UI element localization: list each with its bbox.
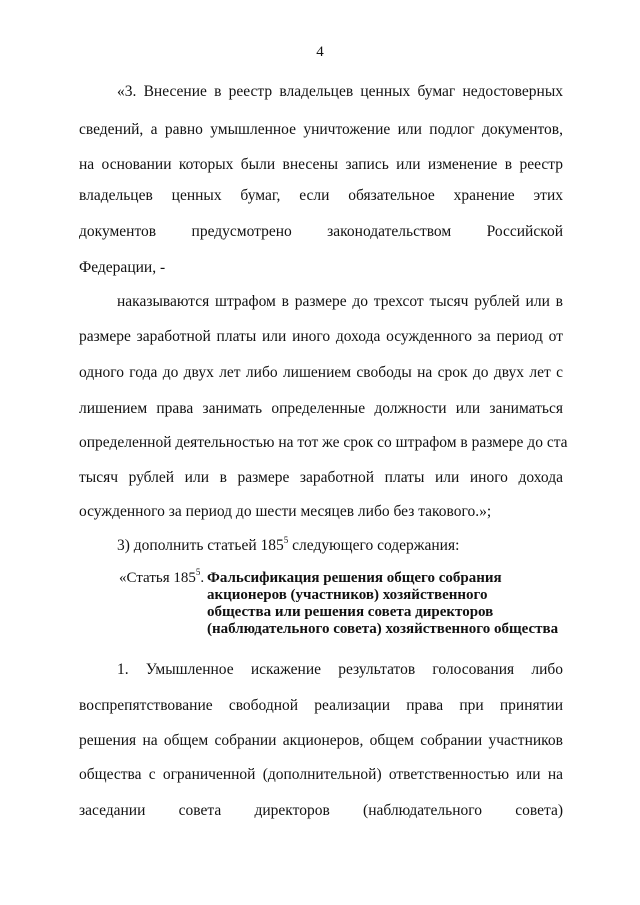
point-3-text: 3) дополнить статьей 185 bbox=[117, 537, 284, 554]
article-label-dot: . bbox=[200, 570, 205, 586]
para1-line-6: Федерации, - bbox=[79, 259, 166, 276]
para3-line-2: воспрепятствование свободной реализации права при принятии bbox=[79, 697, 563, 714]
para2-line-7: осужденного за период до шести месяцев либо без такового.»; bbox=[79, 503, 492, 520]
article-label bbox=[119, 567, 205, 587]
para1-line-4: владельцев ценных бумаг, если обязательное хранение этих bbox=[79, 187, 563, 204]
para2-line-2: размере заработной платы или иного дохода осужденного за период от bbox=[79, 328, 563, 345]
para1-line-3: на основании которых были внесены запись или изменение в реестр bbox=[79, 156, 563, 173]
para2-line-5: определенной деятельностью на тот же срок со штрафом в размере до ста bbox=[79, 434, 568, 451]
para1-line-5: документов предусмотрено законодательством Российской bbox=[79, 223, 563, 240]
article-title-line-2: акционеров (участников) хозяйственного bbox=[207, 587, 488, 603]
article-title-line-1: Фальсификация решения общего собрания bbox=[207, 570, 502, 586]
para1-line-2: сведений, а равно умышленное уничтожение или подлог документов, bbox=[79, 121, 563, 138]
para2-line-6: тысяч рублей или в размере заработной платы или иного дохода bbox=[79, 469, 563, 486]
para2-line-1: наказываются штрафом в размере до трехсот тысяч рублей или в bbox=[117, 293, 563, 310]
para2-line-4: лишением права занимать определенные должности или заниматься bbox=[79, 400, 563, 417]
para3-line-1: 1. Умышленное искажение результатов голосования либо bbox=[117, 661, 563, 678]
article-title-line-4: (наблюдательного совета) хозяйственного общества bbox=[207, 621, 559, 637]
para3-line-4: общества с ограниченной (дополнительной) ответственностью или на bbox=[79, 766, 563, 783]
para3-line-5: заседании совета директоров (наблюдательного совета) bbox=[79, 802, 563, 819]
article-label-sup: 5 bbox=[195, 567, 201, 577]
para1-line-1: «3. Внесение в реестр владельцев ценных бумаг недостоверных bbox=[117, 83, 563, 100]
page-number: 4 bbox=[316, 44, 324, 60]
para2-line-3: одного года до двух лет либо лишением свободы на срок до двух лет с bbox=[79, 364, 563, 381]
para3-line-3: решения на общем собрании акционеров, общем собрании участников bbox=[79, 732, 563, 749]
point-3-tail: следующего содержания: bbox=[288, 537, 460, 554]
point-3-sup: 5 bbox=[283, 534, 289, 545]
article-label-text: «Статья 185 bbox=[119, 570, 196, 586]
article-title-line-3: общества или решения совета директоров bbox=[207, 604, 494, 620]
point-3 bbox=[117, 536, 563, 556]
